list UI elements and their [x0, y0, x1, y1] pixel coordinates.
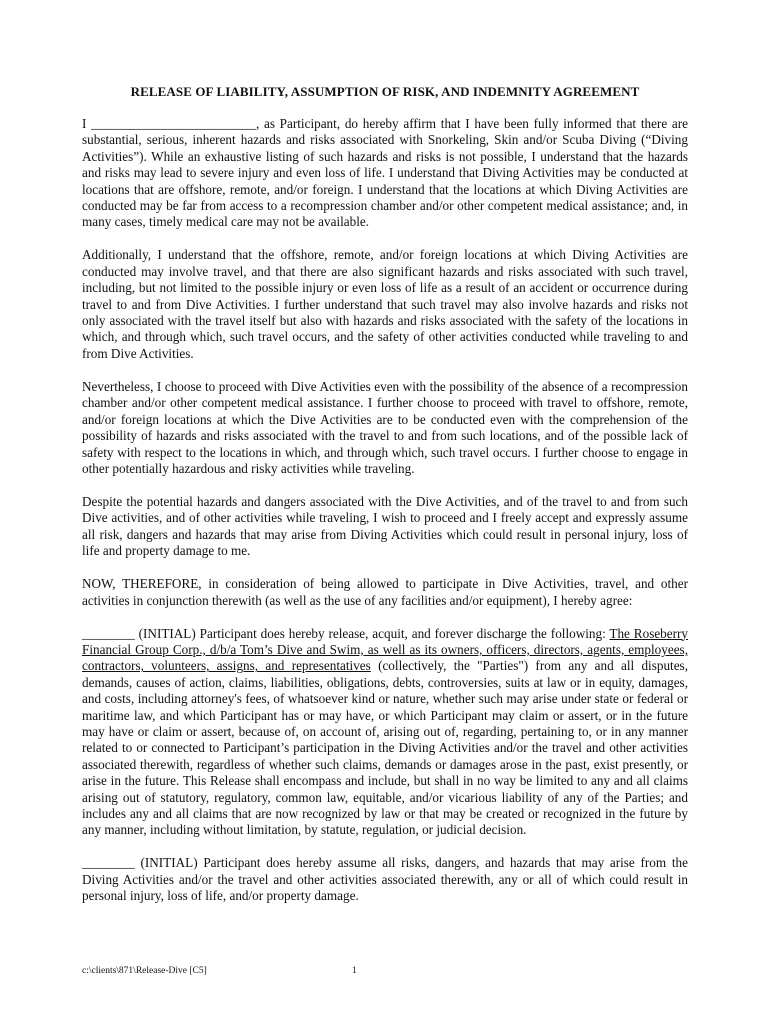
footer-file-path: c:\clients\871\Release-Dive [C5]: [82, 966, 207, 976]
paragraph-affirmation: I _________________________, as Participant, do hereby affirm that I have been fully informed that there are substantial, serious, inherent hazards and risks associated with Snorkeling, Skin and/or Scuba Diving (“Diving Activities”). While an exhaustive listing of such hazards and risks is not possible, I understand that the hazards and risks may lead to severe injury and even loss of life. I understand that Diving Activities may be conducted at locations that are offshore, remote, and/or foreign. I understand that the locations at which Diving Activities are conducted may be far from access to a recompression chamber and/or other competent medical assistance; and, in many cases, timely medical care may not be available.: [82, 116, 688, 230]
page-footer: [82, 966, 688, 980]
document-title: RELEASE OF LIABILITY, ASSUMPTION OF RISK, AND INDEMNITY AGREEMENT: [130, 84, 640, 99]
release-lead-text: ________ (INITIAL) Participant does hereby release, acquit, and forever discharge the following:: [82, 625, 610, 641]
paragraph-release-initial: [82, 626, 688, 839]
document-body: [82, 116, 688, 921]
paragraph-now-therefore: NOW, THEREFORE, in consideration of being allowed to participate in Dive Activities, travel, and other activities in conjunction therewith (as well as the use of any facilities and/or equipment), I hereby agree:: [82, 576, 688, 608]
paragraph-assume-risk-initial: ________ (INITIAL) Participant does hereby assume all risks, dangers, and hazards that may arise from the Diving Activities and/or the travel and other activities associated therewith, any or all of which could result in personal injury, loss of life, and/or property damage.: [82, 855, 688, 904]
released-parties: The Roseberry Financial Group Corp., d/b/a Tom’s Dive and Swim, as well as its owners, officers, directors, agents, employees, contractors, volunteers, assigns, and representatives: [82, 625, 689, 674]
paragraph-travel-risks: Additionally, I understand that the offshore, remote, and/or foreign locations at which Diving Activities are conducted may involve travel, and that there are also significant hazards and risks associated with such travel, including, but not limited to the possible injury or even loss of life as a result of an accident or occurrence during travel to and from Dive Activities. I further understand that such travel may also involve hazards and risks not only associated with the travel itself but also with hazards and risks associated with the safety of the locations in which, and through which, such travel occurs, and the safety of other activities conducted while traveling to and from Dive Activities.: [82, 247, 688, 361]
footer-page-number: 1: [352, 966, 357, 976]
release-rest-text: (collectively, the "Parties") from any and all disputes, demands, causes of action, claims, liabilities, obligations, debts, controversies, suits at law or in equity, damages, and costs, including attorney's fees, of whatsoever kind or nature, whether such may arise under state or federal or maritime law, and which Participant has or may have, or which Participant may claim or assert, or in the future may have or claim or assert, because of, on account of, arising out of, regarding, pertaining to, or in any manner related to or connected to Participant’s participation in the Diving Activities and/or the travel and other activities associated therewith, regardless of whether such claims, demands or damages arose in the past, exist presently, or arise in the future. This Release shall encompass and include, but shall in no way be limited to any and all claims arising out of statutory, regulatory, common law, equitable, and/or vicarious liability of any of the Parties; and includes any and all claims that are now recognized by law or that may be created or recognized in the future by any manner, including without limitation, by statute, regulation, or judicial decision.: [82, 658, 688, 838]
paragraph-assumption: Despite the potential hazards and dangers associated with the Dive Activities, and of the travel to and from such Dive activities, and of other activities while traveling, I wish to proceed and I freely accept and expressly assume all risk, dangers and hazards that may arise from Diving Activities which could result in personal injury, loss of life and property damage to me.: [82, 493, 688, 559]
paragraph-choice-to-proceed: Nevertheless, I choose to proceed with Dive Activities even with the possibility of the absence of a recompression chamber and/or other competent medical assistance. I further choose to proceed with travel to offshore, remote, and/or foreign locations at which the Dive Activities are to be conducted even with the comprehension of the possibility of hazards and risks associated with the travel to and from such locations, and of the possible lack of safety with respect to the locations in which, and through which, such travel occurs. I further choose to engage in other potentially hazardous and risky activities while traveling.: [82, 378, 688, 476]
